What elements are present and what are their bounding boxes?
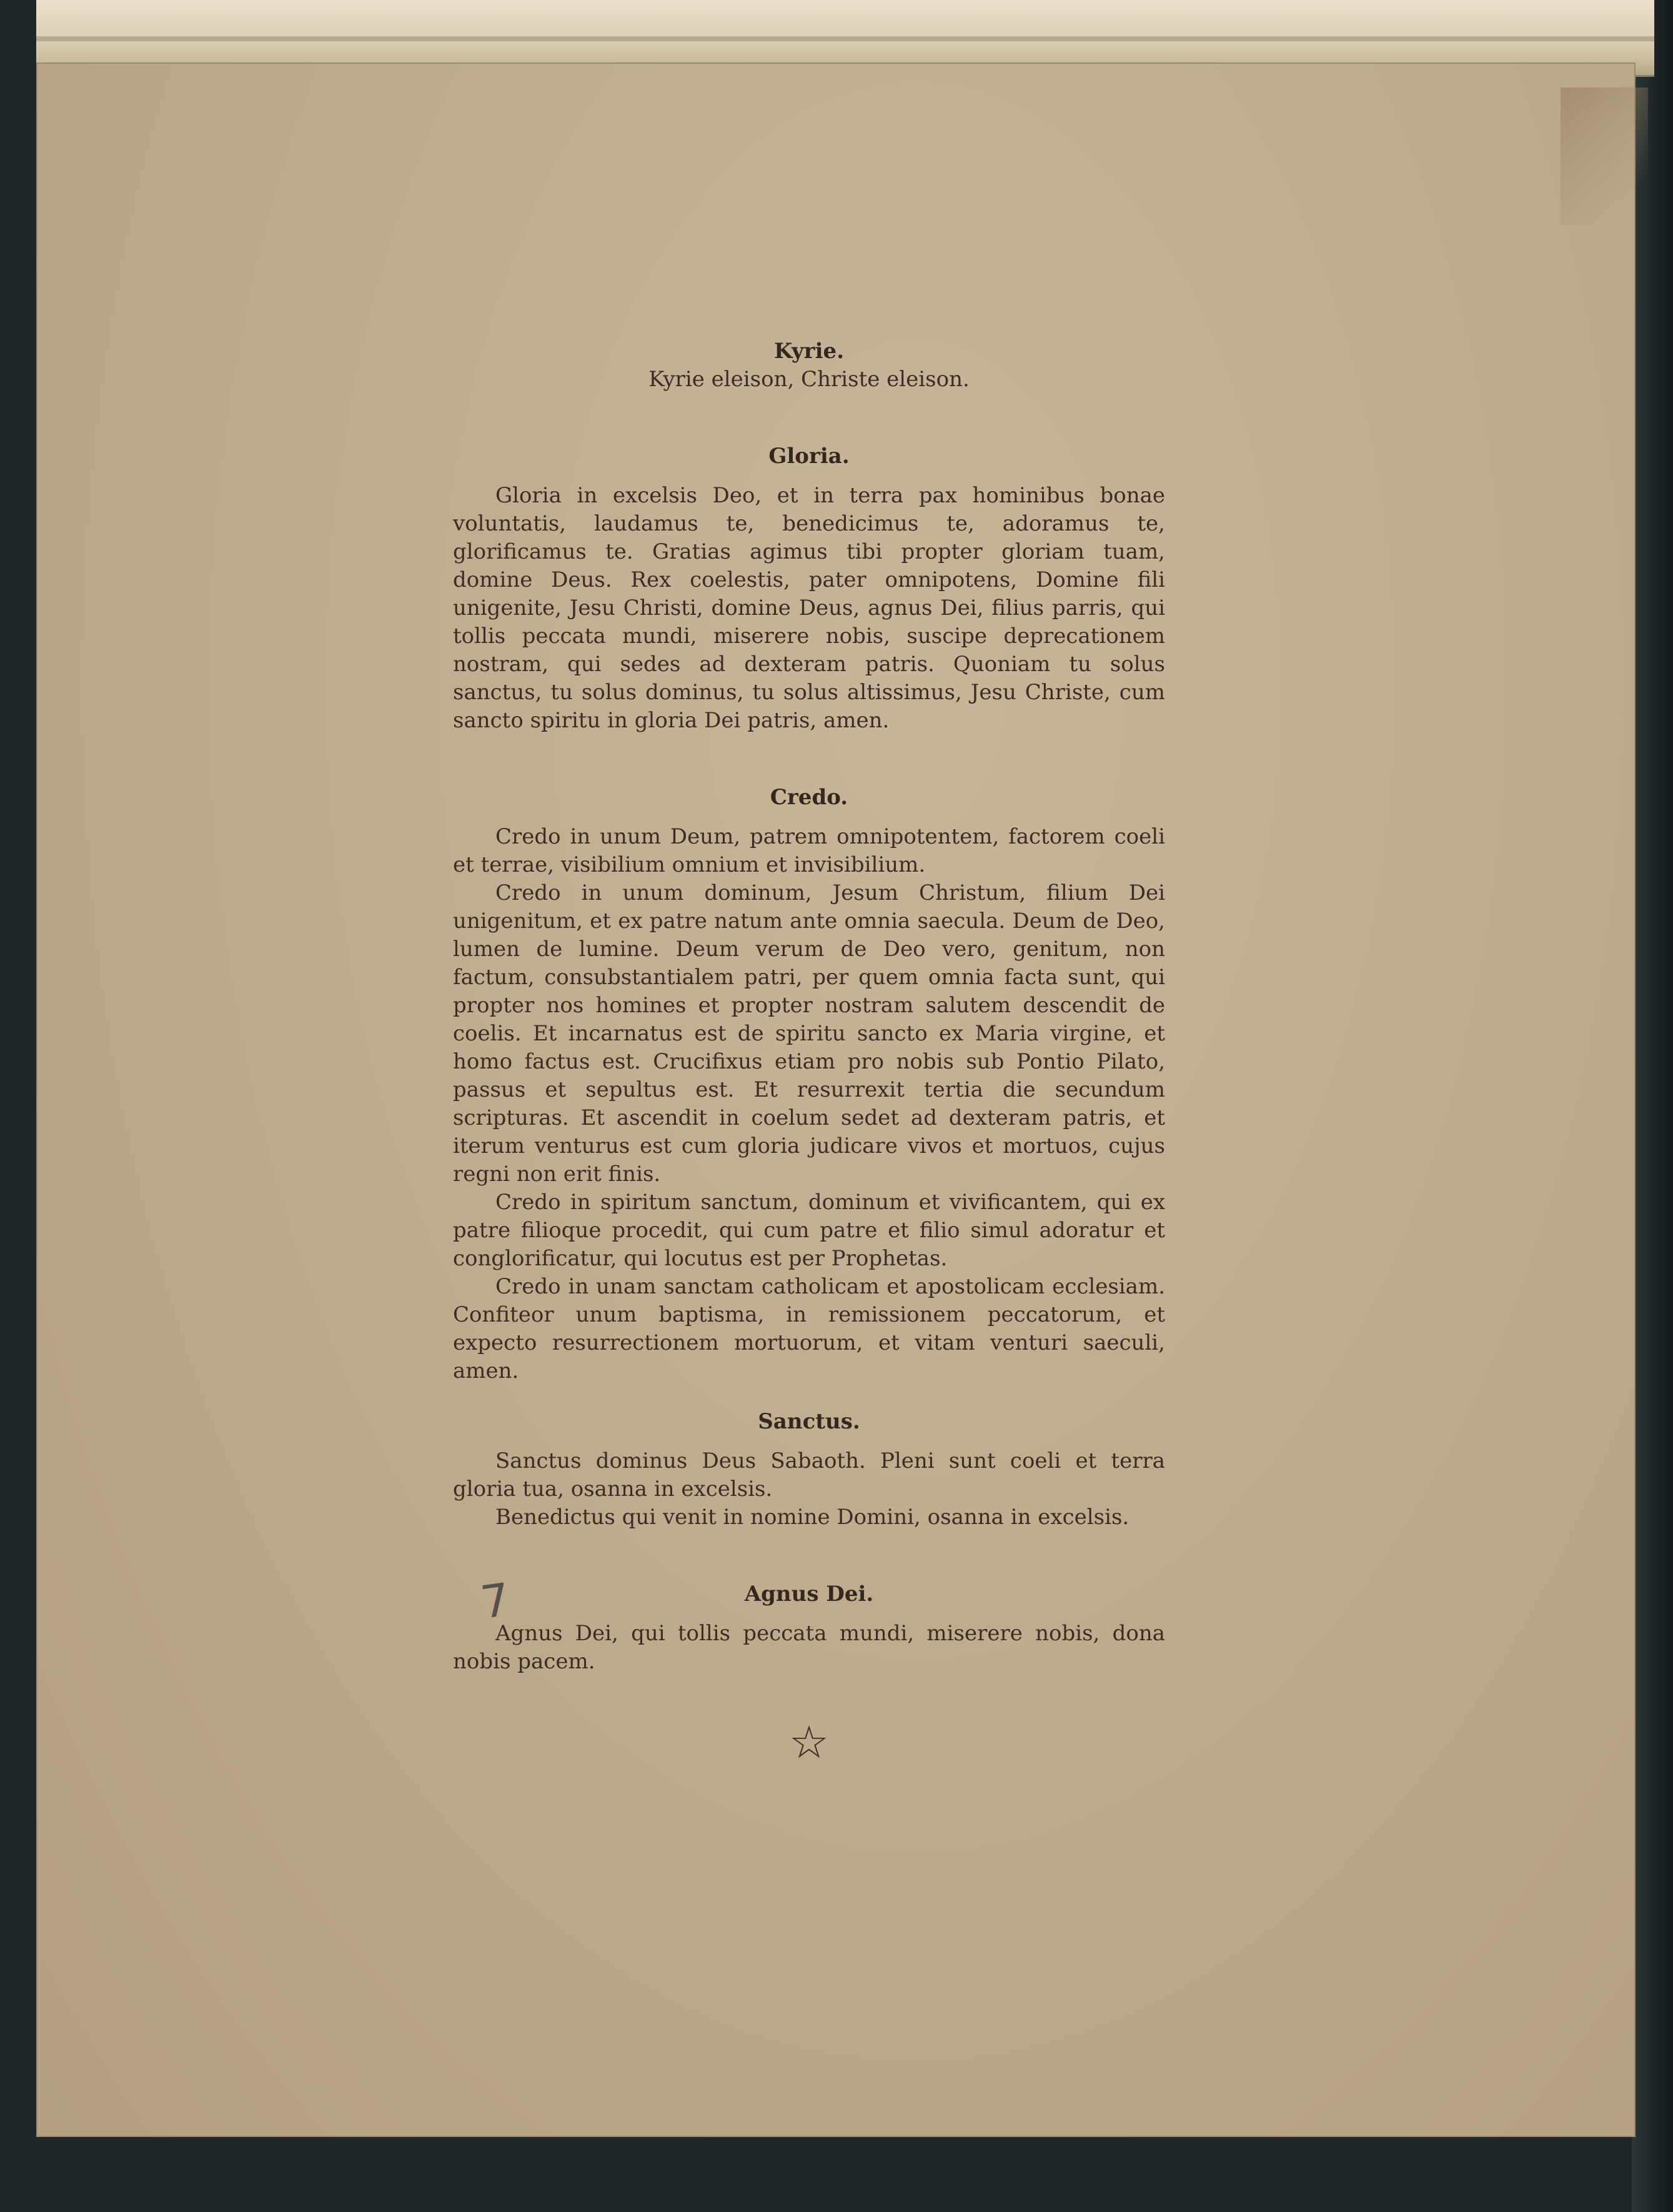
star-ornament-icon: ☆ xyxy=(788,1716,830,1768)
paragraph: Credo in unam sanctam catholicam et apostolicam ecclesiam. Confiteor unum baptisma, in remissionem peccatorum, et expecto resurrectionem mortuorum, et vitam venturi saeculi, amen. xyxy=(453,1274,1165,1383)
section-title: Kyrie. xyxy=(773,339,845,364)
section-agnus-dei xyxy=(453,1580,1165,1676)
paragraph: Sanctus dominus Deus Sabaoth. Pleni sunt coeli et terra gloria tua, osanna in excelsis. xyxy=(453,1448,1165,1502)
section-title: Sanctus. xyxy=(758,1409,860,1434)
paragraph: Kyrie eleison, Christe eleison. xyxy=(648,367,970,392)
paragraph: Credo in spiritum sanctum, dominum et vivificantem, qui ex patre filioque procedit, qui cum patre et filio simul adoratur et conglorificatur, qui locutus est per Prophetas. xyxy=(453,1190,1165,1271)
section-title: Credo. xyxy=(770,785,848,810)
liturgical-text xyxy=(453,337,1165,1768)
pencil-margin-mark: 7 xyxy=(477,1573,514,1629)
section-gloria xyxy=(453,442,1165,735)
section-title: Agnus Dei. xyxy=(744,1582,874,1607)
section-kyrie xyxy=(453,337,1165,394)
section-sanctus xyxy=(453,1408,1165,1532)
paragraph: Agnus Dei, qui tollis peccata mundi, miserere nobis, dona nobis pacem. xyxy=(453,1621,1165,1674)
section-title: Gloria. xyxy=(768,444,850,469)
paragraph: Gloria in excelsis Deo, et in terra pax hominibus bonae voluntatis, laudamus te, benedicimus te, adoramus te, glorificamus te. Gratias agimus tibi propter gloriam tuam, domine Deus. Rex coelestis, pater omnipotens, Domine fili unigenite, Jesu Christi, domine Deus, agnus Dei, filius parris, qui tollis peccata mundi, miserere nobis, suscipe deprecationem nostram, qui sedes ad dexteram patris. Quoniam tu solus sanctus, tu solus dominus, tu solus altissimus, Jesu Christe, cum sancto spiritu in gloria Dei patris, amen. xyxy=(453,483,1165,733)
binding-spine xyxy=(1632,0,1673,2212)
section-credo xyxy=(453,784,1165,1385)
paragraph: Benedictus qui venit in nomine Domini, osanna in excelsis. xyxy=(495,1505,1129,1530)
paragraph: Credo in unum dominum, Jesum Christum, filium Dei unigenitum, et ex patre natum ante omnia saecula. Deum de Deo, lumen de lumine. Deum verum de Deo vero, genitum, non factum, consubstantialem patri, per quem omnia facta sunt, qui propter nos homines et propter nostram salutem descendit de coelis. Et incarnatus est de spiritu sancto ex Maria virgine, et homo factus est. Crucifixus etiam pro nobis sub Pontio Pilato, passus et sepultus est. Et resurrexit tertia die secundum scripturas. Et ascendit in coelum sedet ad dexteram patris, et iterum venturus est cum gloria judicare vivos et mortuos, cujus regni non erit finis. xyxy=(453,880,1165,1187)
paragraph: Credo in unum Deum, patrem omnipotentem, factorem coeli et terrae, visibilium omnium et invisibilium. xyxy=(453,824,1165,877)
